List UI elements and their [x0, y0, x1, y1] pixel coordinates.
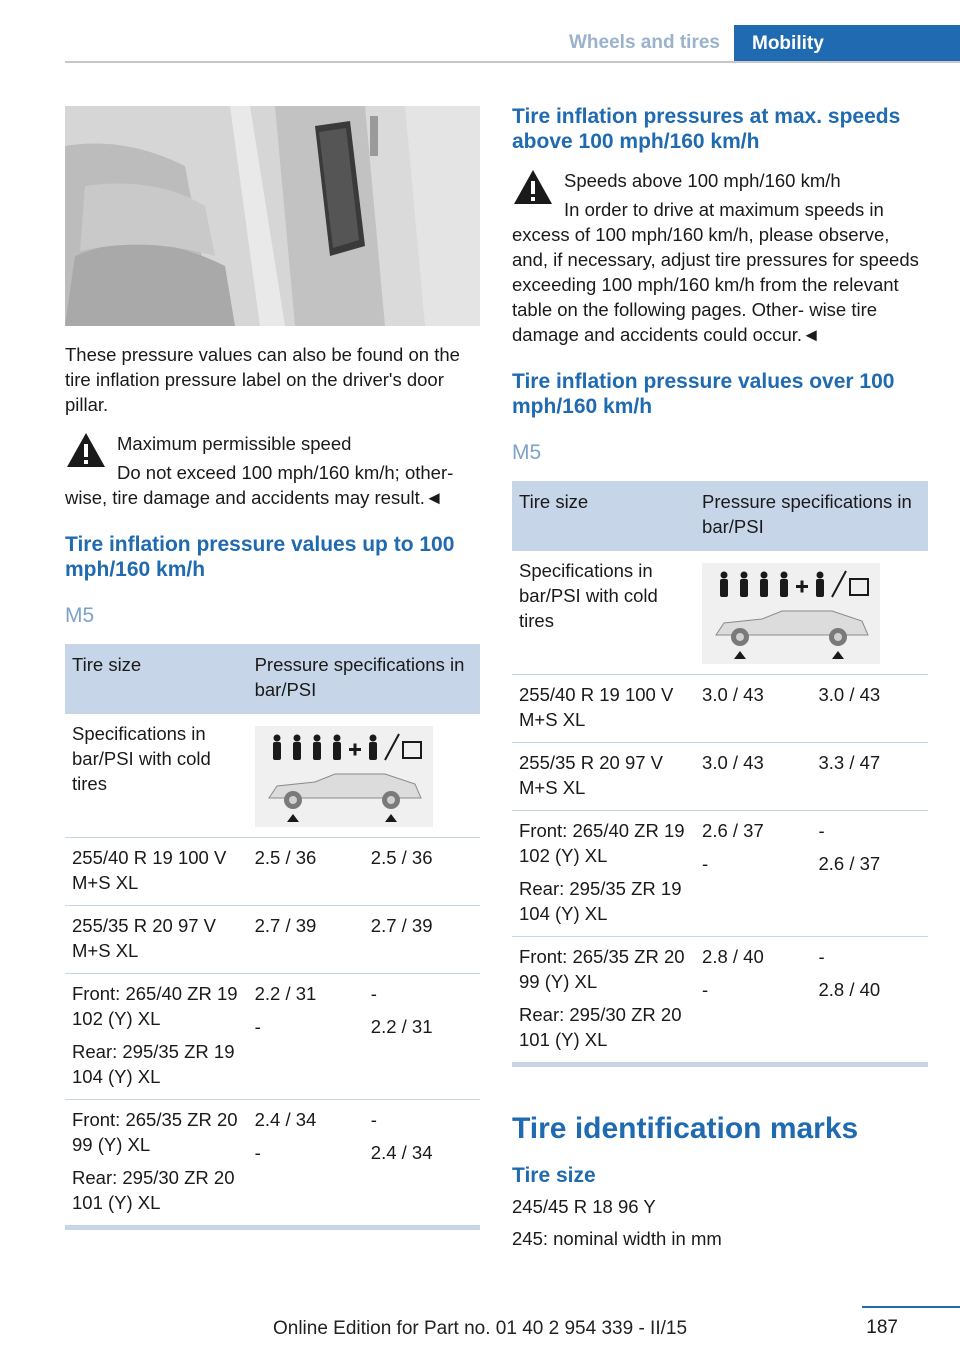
table-row: Front: 265/35 ZR 20 99 (Y) XL Rear: 295/30 ZR 20 101 (Y) XL 2.8 / 40 - - 2.8 / 40	[512, 937, 928, 1063]
column-header-pressure: Pressure specifications in bar/PSI	[248, 644, 480, 714]
high-speed-warning	[512, 168, 928, 347]
warning-title: Speeds above 100 mph/160 km/h	[564, 170, 841, 191]
door-pillar-photo	[65, 106, 480, 326]
warning-body-line1: Do not exceed 100 mph/160 km/h; other-	[117, 462, 454, 483]
section-heading: Tire inflation pressures at max. speeds above 100 mph/160 km/h	[512, 105, 901, 153]
spec-label: Specifications in bar/PSI with cold tires	[512, 551, 695, 675]
section-title: Tire identification marks	[512, 1112, 859, 1145]
speed-warning	[65, 431, 480, 510]
edition-note: Online Edition for Part no. 01 40 2 954 339 - II/15	[272, 1318, 688, 1339]
warning-icon	[65, 431, 107, 469]
warning-body-line1: In order to drive at maximum speeds in	[564, 199, 884, 220]
header-section-title: Wheels and tires	[569, 32, 720, 53]
intro-paragraph: These pressure values can also be found on the tire inflation pressure label on the driver's door pillar.	[65, 344, 460, 415]
table-row: 255/35 R 20 97 V M+S XL 3.0 / 43 3.3 / 47	[512, 743, 928, 811]
table-row: 255/40 R 19 100 V M+S XL 2.5 / 36 2.5 / 36	[65, 838, 480, 906]
header-rule	[65, 61, 960, 63]
pressure-table	[512, 481, 928, 1067]
spec-label: Specifications in bar/PSI with cold tires	[65, 714, 248, 838]
warning-icon	[512, 168, 554, 206]
door-pillar-illustration	[65, 106, 480, 326]
load-diagram-icon	[702, 563, 880, 664]
model-name: M5	[512, 441, 542, 464]
column-header-pressure: Pressure specifications in bar/PSI	[695, 481, 928, 551]
section-heading: Tire inflation pressure values over 100 mph/160 km/h	[512, 370, 895, 418]
warning-title: Maximum permissible speed	[117, 433, 352, 454]
table-row: 255/35 R 20 97 V M+S XL 2.7 / 39 2.7 / 39	[65, 906, 480, 974]
header-chapter-tab: Mobility	[734, 25, 960, 63]
pressure-table	[65, 644, 480, 1230]
table-row: Front: 265/40 ZR 19 102 (Y) XL Rear: 295/35 ZR 19 104 (Y) XL 2.2 / 31 - - 2.2 / 31	[65, 974, 480, 1100]
page-number: 187	[866, 1317, 898, 1338]
tire-size-explanation: 245: nominal width in mm	[512, 1228, 722, 1249]
right-column	[512, 100, 928, 1251]
table-row: Front: 265/40 ZR 19 102 (Y) XL Rear: 295/35 ZR 19 104 (Y) XL 2.6 / 37 - - 2.6 / 37	[512, 811, 928, 937]
footer-rule	[862, 1306, 960, 1308]
load-diagram-icon	[255, 726, 433, 827]
tire-size-example: 245/45 R 18 96 Y	[512, 1196, 656, 1217]
column-header-tire-size: Tire size	[512, 481, 695, 551]
table-row: 255/40 R 19 100 V M+S XL 3.0 / 43 3.0 / 43	[512, 675, 928, 743]
table-row: Front: 265/35 ZR 20 99 (Y) XL Rear: 295/30 ZR 20 101 (Y) XL 2.4 / 34 - - 2.4 / 34	[65, 1100, 480, 1226]
left-column	[65, 100, 480, 1230]
warning-body-line2: excess of 100 mph/160 km/h, please observe, and, if necessary, adjust tire pressures for speeds exceeding 100 mph/160 km/h from the relevant table on the following pages. Other- wise tire damage and accidents could occur.◄	[512, 224, 919, 345]
model-name: M5	[65, 604, 95, 627]
section-heading: Tire inflation pressure values up to 100 mph/160 km/h	[65, 533, 455, 581]
warning-body-line2: wise, tire damage and accidents may result.◄	[65, 487, 444, 508]
column-header-tire-size: Tire size	[65, 644, 248, 714]
subsection-title: Tire size	[512, 1164, 596, 1187]
